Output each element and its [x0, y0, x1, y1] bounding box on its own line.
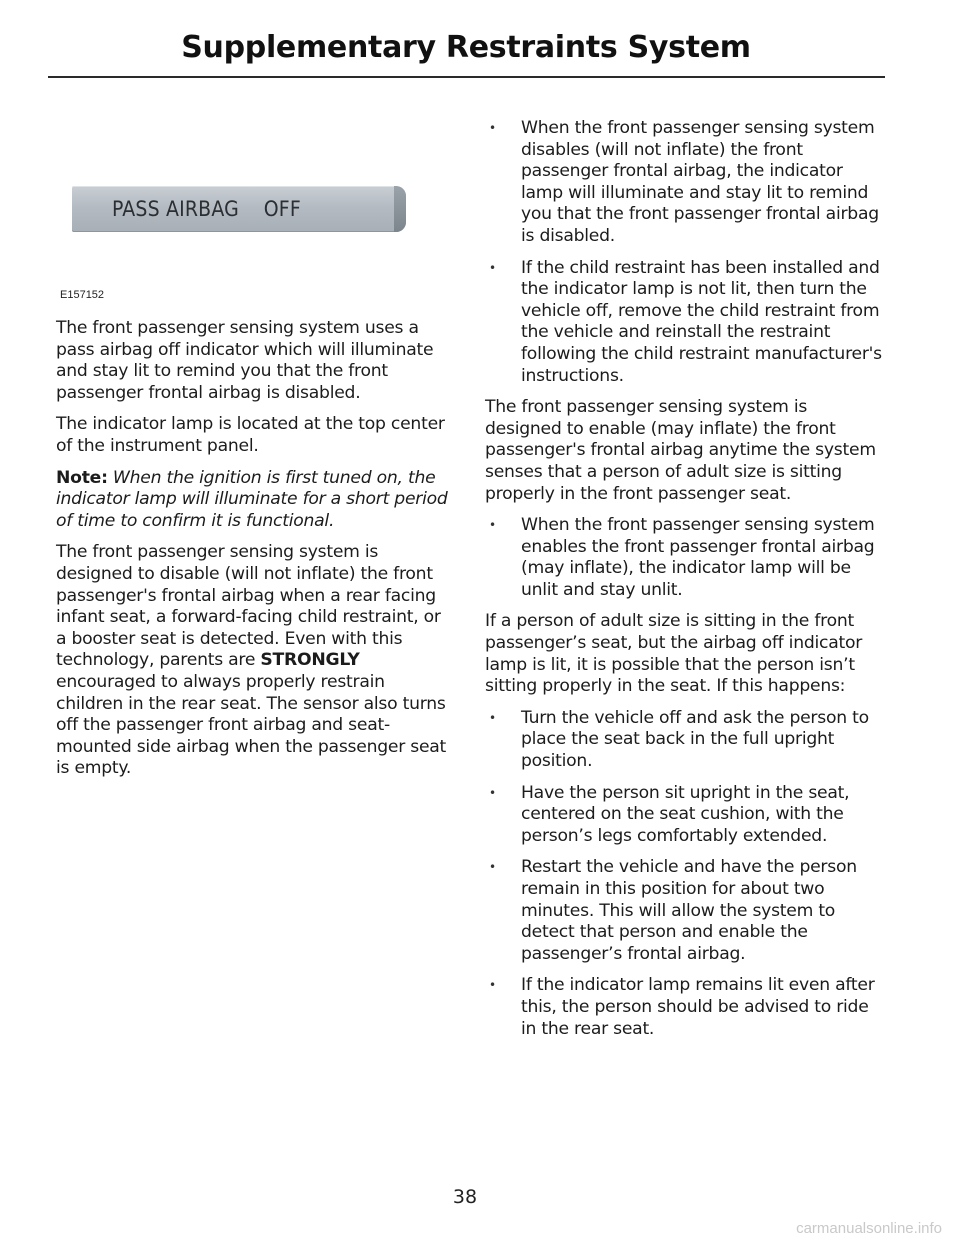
note-text: When the ignition is first tuned on, the indicator lamp will illuminate for a short period of time to confirm it is functional. — [56, 467, 448, 531]
lamp-text: PASS AIRBAG OFF — [112, 197, 301, 221]
pass-airbag-off-lamp — [72, 186, 406, 232]
watermark: carmanualsonline.info — [796, 1220, 942, 1237]
paragraph — [56, 542, 449, 780]
paragraph: The front passenger sensing system is designed to enable (may inflate) the front passenger's frontal airbag anytime the system senses that a person of adult size is sitting properly in the front passenger seat. — [485, 397, 876, 504]
indicator-figure — [56, 118, 436, 308]
paragraph: The indicator lamp is located at the top center of the instrument panel. — [56, 414, 445, 456]
list-item: • When the front passenger sensing system enables the front passenger frontal airbag (may inflate), the indicator lamp will be unlit and stay unlit. — [485, 515, 883, 601]
list-item: • When the front passenger sensing system disables (will not inflate) the front passenger frontal airbag, the indicator lamp will illuminate and stay lit to remind you that the front passenger frontal airbag is disabled. — [485, 118, 883, 248]
left-column — [56, 318, 449, 790]
paragraph: The front passenger sensing system uses a pass airbag off indicator which will illuminate and stay lit to remind you that the front passenger frontal airbag is disabled. — [56, 318, 434, 403]
list-item: • Restart the vehicle and have the person remain in this position for about two minutes. This will allow the system to detect that person and enable the passenger’s frontal airbag. — [485, 857, 883, 965]
list-item: • If the indicator lamp remains lit even after this, the person should be advised to ride in the rear seat. — [485, 975, 883, 1040]
emphasis: STRONGLY — [260, 650, 360, 671]
page-number: 38 — [452, 1186, 478, 1208]
text-run: The front passenger sensing system is designed to disable (will not inflate) the front passenger's frontal airbag when a rear facing infant seat, a forward-facing child restraint, or a booster seat is detected. Even with this technology, parents are — [56, 542, 441, 671]
bullet-list — [485, 515, 883, 601]
note-label: Note: — [56, 467, 108, 488]
lamp-end-cap — [394, 186, 406, 232]
bullet-list — [485, 118, 883, 387]
text-run: encouraged to always properly restrain children in the rear seat. The sensor also turns off the passenger front airbag and seat-mounted side airbag when the passenger seat is empty. — [56, 671, 447, 779]
list-item: • Turn the vehicle off and ask the person to place the seat back in the full upright position. — [485, 708, 883, 773]
page-title: Supplementary Restraints System — [181, 30, 751, 65]
paragraph: If a person of adult size is sitting in the front passenger’s seat, but the airbag off indicator lamp is lit, it is possible that the person isn’t sitting properly in the seat. If this happens: — [485, 611, 863, 697]
list-item: • If the child restraint has been installed and the indicator lamp is not lit, then turn the vehicle off, remove the child restraint from the vehicle and reinstall the restraint following the child restraint manufacturer's instructions. — [485, 258, 883, 388]
bullet-list — [485, 708, 883, 1040]
figure-id: E157152 — [60, 289, 105, 301]
list-item: • Have the person sit upright in the seat, centered on the seat cushion, with the person’s legs comfortably extended. — [485, 783, 883, 848]
note — [56, 468, 449, 533]
header-divider — [48, 76, 885, 78]
right-column — [485, 118, 883, 1050]
